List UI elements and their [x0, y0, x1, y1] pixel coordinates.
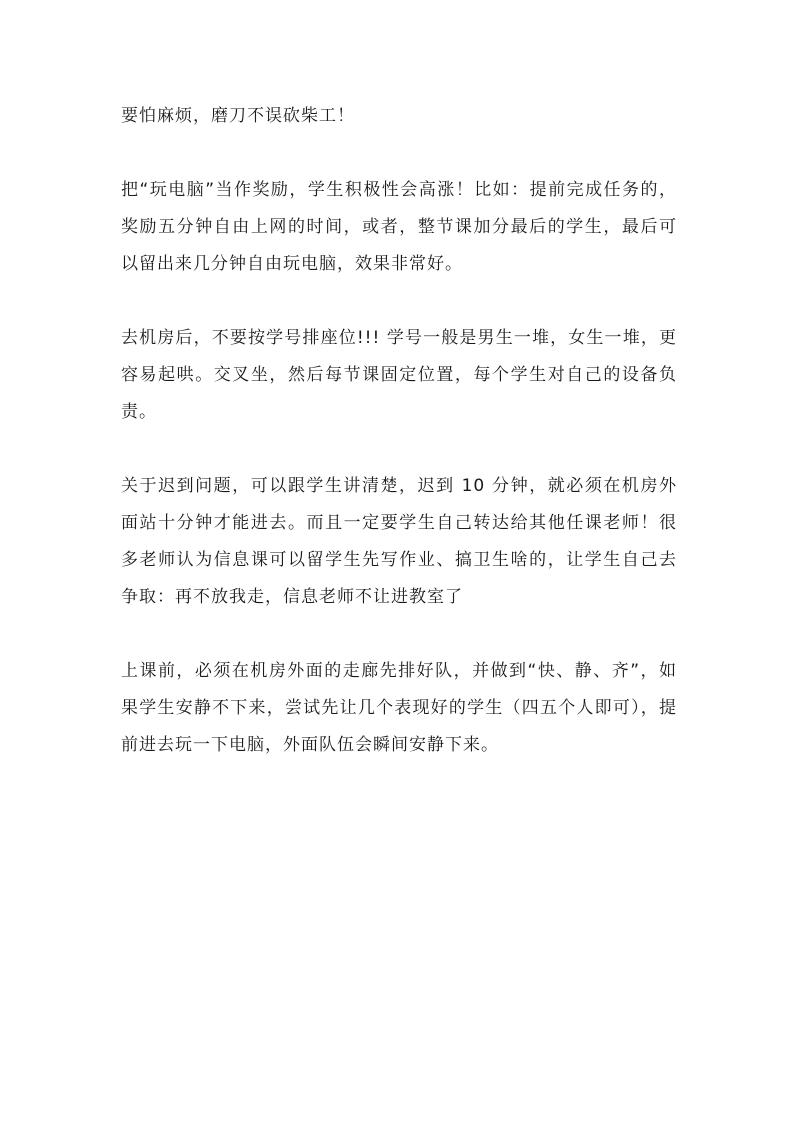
paragraph-4: 关于迟到问题，可以跟学生讲清楚，迟到 10 分钟，就必须在机房外面站十分钟才能进去。而且一定要学生自己转达给其他任课老师！很多老师认为信息课可以留学生先写作业、搞卫生啥的，让学生自己去争取：再不放我走，信息老师不让进教室了 [121, 476, 677, 607]
paragraph-2: 把“玩电脑”当作奖励，学生积极性会高涨！比如：提前完成任务的，奖励五分钟自由上网的时间，或者，整节课加分最后的学生，最后可以留出来几分钟自由玩电脑，效果非常好。 [121, 180, 677, 274]
paragraph-3: 去机房后，不要按学号排座位!!! 学号一般是男生一堆，女生一堆，更容易起哄。交叉坐，然后每节课固定位置，每个学生对自己的设备负责。 [121, 328, 677, 422]
document-body [121, 98, 677, 801]
paragraph-1: 要怕麻烦，磨刀不误砍柴工！ [121, 106, 355, 126]
paragraph-5: 上课前，必须在机房外面的走廊先排好队，并做到“快、静、齐”，如果学生安静不下来，尝试先让几个表现好的学生（四五个人即可），提前进去玩一下电脑，外面队伍会瞬间安静下来。 [121, 661, 677, 755]
